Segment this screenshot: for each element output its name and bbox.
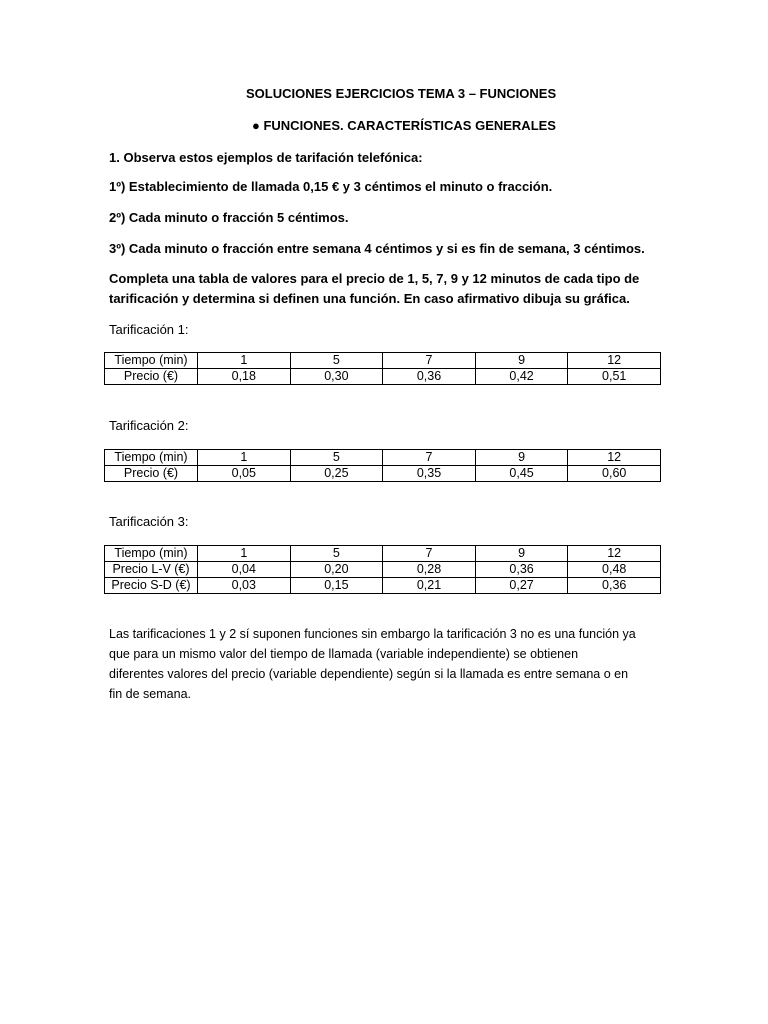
table-row [105,450,661,466]
conclusion-line-1: Las tarificaciones 1 y 2 sí suponen funciones sin embargo la tarificación 3 no es una función ya [109,627,636,641]
case-2: 2º) Cada minuto o fracción 5 céntimos. [109,210,349,225]
table-cell: Tiempo (min) [105,450,198,466]
table-cell: 0,21 [383,578,476,594]
table-row [105,353,661,369]
table-cell: 5 [290,353,383,369]
table-cell: 1 [198,353,291,369]
table-cell: 0,18 [198,369,291,385]
pricing-table-2 [104,449,661,482]
table-cell: 0,04 [198,562,291,578]
table-cell: 0,60 [568,466,661,482]
table-row [105,466,661,482]
table-cell: 7 [383,353,476,369]
table-cell: 7 [383,546,476,562]
table-cell: 0,36 [568,578,661,594]
table-cell: Precio S-D (€) [105,578,198,594]
table-1-label: Tarificación 1: [109,322,189,337]
table-cell: 0,27 [475,578,568,594]
table-cell: Precio (€) [105,466,198,482]
table-cell: 0,48 [568,562,661,578]
table-cell: 7 [383,450,476,466]
table-cell: Tiempo (min) [105,353,198,369]
table-cell: 1 [198,450,291,466]
conclusion-line-2: que para un mismo valor del tiempo de llamada (variable independiente) se obtienen [109,647,579,661]
table-row [105,369,661,385]
case-1: 1º) Establecimiento de llamada 0,15 € y 3 céntimos el minuto o fracción. [109,179,553,194]
table-cell: 0,36 [475,562,568,578]
table-cell: 0,51 [568,369,661,385]
table-cell: 0,45 [475,466,568,482]
table-cell: 1 [198,546,291,562]
table-cell: 0,25 [290,466,383,482]
table-cell: 0,30 [290,369,383,385]
table-cell: 5 [290,546,383,562]
case-3: 3º) Cada minuto o fracción entre semana 4 céntimos y si es fin de semana, 3 céntimos. [109,241,645,256]
task-line-2: tarificación y determina si definen una función. En caso afirmativo dibuja su gráfica. [109,291,630,306]
table-3-label: Tarificación 3: [109,514,189,529]
table-cell: Tiempo (min) [105,546,198,562]
task-line-1: Completa una tabla de valores para el precio de 1, 5, 7, 9 y 12 minutos de cada tipo de [109,271,640,286]
table-cell: 12 [568,353,661,369]
table-cell: 0,28 [383,562,476,578]
exercise-statement: 1. Observa estos ejemplos de tarifación telefónica: [109,150,423,165]
table-cell: 9 [475,450,568,466]
section-heading: ● FUNCIONES. CARACTERÍSTICAS GENERALES [252,118,556,133]
table-cell: 0,35 [383,466,476,482]
table-cell: 12 [568,450,661,466]
table-cell: 0,05 [198,466,291,482]
table-2-label: Tarificación 2: [109,418,189,433]
table-row [105,578,661,594]
table-cell: 0,15 [290,578,383,594]
table-row [105,546,661,562]
pricing-table-3 [104,545,661,594]
table-cell: 0,42 [475,369,568,385]
table-cell: 5 [290,450,383,466]
conclusion-line-3: diferentes valores del precio (variable dependiente) según si la llamada es entre semana o en [109,667,629,681]
conclusion-line-4: fin de semana. [109,687,191,701]
table-cell: 0,36 [383,369,476,385]
pricing-table-1 [104,352,661,385]
table-cell: 0,03 [198,578,291,594]
table-row [105,562,661,578]
table-cell: Precio L-V (€) [105,562,198,578]
table-cell: 0,20 [290,562,383,578]
table-cell: 9 [475,353,568,369]
table-cell: 9 [475,546,568,562]
document-title: SOLUCIONES EJERCICIOS TEMA 3 – FUNCIONES [246,86,557,101]
table-cell: 12 [568,546,661,562]
table-cell: Precio (€) [105,369,198,385]
